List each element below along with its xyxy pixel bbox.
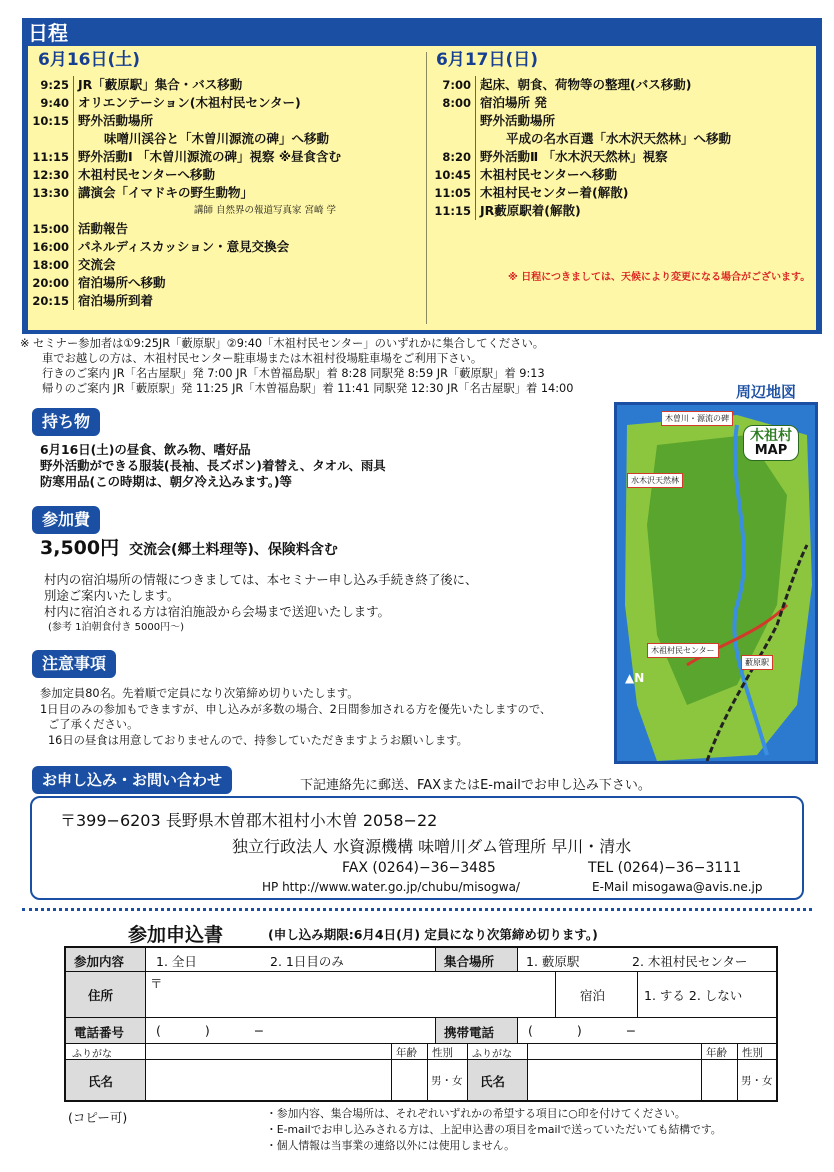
item-line: 防寒用品(この時期は、朝夕冷え込みます。)等 bbox=[40, 474, 292, 489]
mobile-field[interactable]: ( ) − bbox=[518, 1018, 778, 1044]
contact-box bbox=[30, 796, 804, 900]
day2-heading: 6月17日(日) bbox=[436, 50, 539, 70]
contact-organization: 独立行政法人 水資源機構 味噌川ダム管理所 早川・清水 bbox=[232, 837, 632, 856]
participation-choice-field[interactable]: 1. 全日 2. 1日目のみ bbox=[146, 948, 436, 972]
schedule-weather-note: ※ 日程につきましては、天候により変更になる場合がございます。 bbox=[508, 272, 811, 283]
form-label-cell: ふりがな bbox=[66, 1044, 146, 1060]
form-title: 参加申込書 bbox=[128, 924, 224, 946]
schedule-row: 味噌川渓谷と「木曽川源流の碑」へ移動 bbox=[28, 130, 424, 148]
day1-heading: 6月16日(土) bbox=[38, 50, 141, 70]
schedule-row: 平成の名水百選「水木沢天然林」へ移動 bbox=[430, 130, 814, 148]
form-label-cell: 氏名 bbox=[468, 1060, 528, 1100]
schedule-panel bbox=[22, 18, 822, 334]
contact-address: 〒399−6203 長野県木曽郡木祖村小木曽 2058−22 bbox=[60, 811, 438, 830]
schedule-row: 10:45 木祖村民センターへ移動 bbox=[430, 166, 814, 184]
map-title-badge bbox=[743, 425, 799, 461]
form-label-cell: 参加内容 bbox=[66, 948, 146, 972]
sex-field-2[interactable]: 男・女 bbox=[741, 1075, 773, 1087]
map-spot: 木祖村民センター bbox=[647, 643, 719, 658]
map-subtitle: MAP bbox=[754, 443, 788, 458]
schedule-row: 9:25 JR「藪原駅」集合・バス移動 bbox=[28, 76, 424, 94]
schedule-row: 9:40 オリエンテーション(木祖村民センター) bbox=[28, 94, 424, 112]
sex-field-1[interactable]: 男・女 bbox=[428, 1060, 468, 1100]
caution-heading: 注意事項 bbox=[32, 650, 116, 678]
schedule-row: 8:20 野外活動Ⅱ 「水木沢天然林」視察 bbox=[430, 148, 814, 166]
age-field-2[interactable] bbox=[702, 1060, 738, 1100]
contact-tel: TEL (0264)−36−3111 bbox=[588, 860, 742, 876]
schedule-row: 8:00 宿泊場所 発 bbox=[430, 94, 814, 112]
fee-note-line: (参考 1泊朝食付き 5000円〜) bbox=[48, 622, 184, 633]
note-line: 帰りのご案内 JR「藪原駅」発 11:25 JR「木曽福島駅」着 11:41 同駅発 12:30 JR「名古屋駅」着 14:00 bbox=[42, 382, 574, 395]
form-label-cell: 性別 bbox=[738, 1044, 778, 1060]
form-label-cell: 電話番号 bbox=[66, 1018, 146, 1044]
schedule-title: 日程 bbox=[28, 21, 68, 45]
contact-intro: 下記連絡先に郵送、FAXまたはE-mailでお申し込み下さい。 bbox=[300, 778, 651, 793]
map-spot: 藪原駅 bbox=[741, 655, 773, 670]
note-line: 車でお越しの方は、木祖村民センター駐車場または木祖村役場駐車場をご利用下さい。 bbox=[42, 352, 483, 365]
form-label-cell: 年齢 bbox=[702, 1044, 738, 1060]
form-label-cell: 住所 bbox=[66, 972, 146, 1018]
age-field-1[interactable] bbox=[392, 1060, 428, 1100]
map-label: 周辺地図 bbox=[736, 383, 797, 401]
schedule-row: 10:15 野外活動場所 bbox=[28, 112, 424, 130]
fee-amount: 3,500円 bbox=[40, 537, 120, 559]
contact-homepage-link[interactable]: HP http://www.water.go.jp/chubu/misogwa/ bbox=[262, 880, 520, 894]
schedule-row: 講師 自然界の報道写真家 宮崎 学 bbox=[28, 202, 424, 220]
name-field-1[interactable] bbox=[146, 1060, 392, 1100]
form-label-cell: 氏名 bbox=[66, 1060, 146, 1100]
cut-line-divider bbox=[22, 908, 812, 911]
schedule-body bbox=[28, 46, 816, 330]
map-spot: 木曽川・源流の碑 bbox=[661, 411, 733, 426]
copy-allowed-note: (コピー可) bbox=[68, 1110, 128, 1125]
schedule-row: 20:00 宿泊場所へ移動 bbox=[28, 274, 424, 292]
schedule-row: 11:15 JR藪原駅着(解散) bbox=[430, 202, 814, 220]
fee-heading: 参加費 bbox=[32, 506, 100, 534]
schedule-row: 7:00 起床、朝食、荷物等の整理(バス移動) bbox=[430, 76, 814, 94]
meeting-place-choice-field[interactable]: 1. 藪原駅 2. 木祖村民センター bbox=[518, 948, 778, 972]
map-spot: 水木沢天然林 bbox=[627, 473, 683, 488]
fee-notes bbox=[44, 572, 477, 636]
contact-fax: FAX (0264)−36−3485 bbox=[342, 860, 496, 876]
caution-line: 参加定員80名。先着順で定員になり次第締め切りいたします。 bbox=[40, 687, 359, 700]
form-label-cell: ふりがな bbox=[468, 1044, 528, 1060]
form-footnotes bbox=[266, 1106, 722, 1154]
footnote-line: ・参加内容、集合場所は、それぞれいずれかの希望する項目に○印を付けてください。 bbox=[266, 1107, 686, 1120]
items-list bbox=[40, 442, 386, 490]
caution-line: ご了承ください。 bbox=[48, 718, 139, 731]
furigana-field-2[interactable] bbox=[528, 1044, 702, 1060]
form-label-cell: 集合場所 bbox=[436, 948, 518, 972]
contact-heading: お申し込み・お問い合わせ bbox=[32, 766, 232, 794]
note-line: 行きのご案内 JR「名古屋駅」発 7:00 JR「木曽福島駅」着 8:28 同駅発 8:59 JR「藪原駅」着 9:13 bbox=[42, 367, 545, 380]
address-field[interactable]: 〒 bbox=[146, 972, 556, 1018]
day2-schedule bbox=[430, 76, 814, 220]
schedule-row: 18:00 交流会 bbox=[28, 256, 424, 274]
fee-note-line: 村内の宿泊場所の情報につきましては、本セミナー申し込み手続き終了後に、 bbox=[44, 572, 478, 587]
fee-note-line: 別途ご案内いたします。 bbox=[44, 588, 180, 603]
application-form bbox=[64, 946, 778, 1102]
form-label-cell: 年齢 bbox=[392, 1044, 428, 1060]
schedule-row: 13:30 講演会「イマドキの野生動物」 bbox=[28, 184, 424, 202]
phone-field[interactable]: ( ) − bbox=[146, 1018, 436, 1044]
note-line: ※ セミナー参加者は①9:25JR「藪原駅」②9:40「木祖村民センター」のいずれかに集合してください。 bbox=[20, 337, 545, 350]
schedule-divider bbox=[426, 52, 427, 324]
schedule-row: 20:15 宿泊場所到着 bbox=[28, 292, 424, 310]
schedule-row: 野外活動場所 bbox=[430, 112, 814, 130]
footnote-line: ・個人情報は当事業の連絡以外には使用しません。 bbox=[266, 1139, 515, 1152]
fee-amount-line bbox=[40, 537, 338, 559]
form-label-cell: 携帯電話 bbox=[436, 1018, 518, 1044]
fee-detail: 交流会(郷土料理等)、保険料含む bbox=[129, 542, 338, 558]
compass-icon: ▲N bbox=[625, 671, 645, 685]
schedule-row: 16:00 パネルディスカッション・意見交換会 bbox=[28, 238, 424, 256]
footnote-line: ・E-mailでお申し込みされる方は、上記申込書の項目をmailで送っていただいても結構です。 bbox=[266, 1123, 722, 1136]
schedule-row: 12:30 木祖村民センターへ移動 bbox=[28, 166, 424, 184]
schedule-row: 11:05 木祖村民センター着(解散) bbox=[430, 184, 814, 202]
furigana-field-1[interactable] bbox=[146, 1044, 392, 1060]
stay-choice-field[interactable]: 1. する 2. しない bbox=[638, 972, 778, 1018]
fee-note-line: 村内に宿泊される方は宿泊施設から会場まで送迎いたします。 bbox=[44, 604, 390, 619]
map-title: 木祖村 bbox=[750, 428, 792, 444]
day1-schedule bbox=[28, 76, 424, 310]
name-field-2[interactable] bbox=[528, 1060, 702, 1100]
items-heading: 持ち物 bbox=[32, 408, 100, 436]
schedule-row: 11:15 野外活動Ⅰ 「木曽川源流の碑」視察 ※昼食含む bbox=[28, 148, 424, 166]
form-label-cell: 宿泊 bbox=[556, 972, 638, 1018]
item-line: 野外活動ができる服装(長袖、長ズボン)着替え、タオル、雨具 bbox=[40, 458, 386, 473]
area-map bbox=[614, 402, 818, 764]
form-deadline: (申し込み期限:6月4日(月) 定員になり次第締め切ります。) bbox=[268, 927, 598, 942]
access-notes bbox=[20, 336, 780, 396]
caution-line: 1日目のみの参加もできますが、申し込みが多数の場合、2日間参加される方を優先いたしますので、 bbox=[40, 702, 552, 716]
form-label-cell: 性別 bbox=[428, 1044, 468, 1060]
schedule-row: 15:00 活動報告 bbox=[28, 220, 424, 238]
contact-email-link[interactable]: E-Mail misogawa@avis.ne.jp bbox=[592, 880, 763, 894]
item-line: 6月16日(土)の昼食、飲み物、嗜好品 bbox=[40, 442, 251, 457]
caution-line: 16日の昼食は用意しておりませんので、持参していただきますようお願いします。 bbox=[48, 733, 468, 747]
caution-list bbox=[40, 686, 551, 748]
